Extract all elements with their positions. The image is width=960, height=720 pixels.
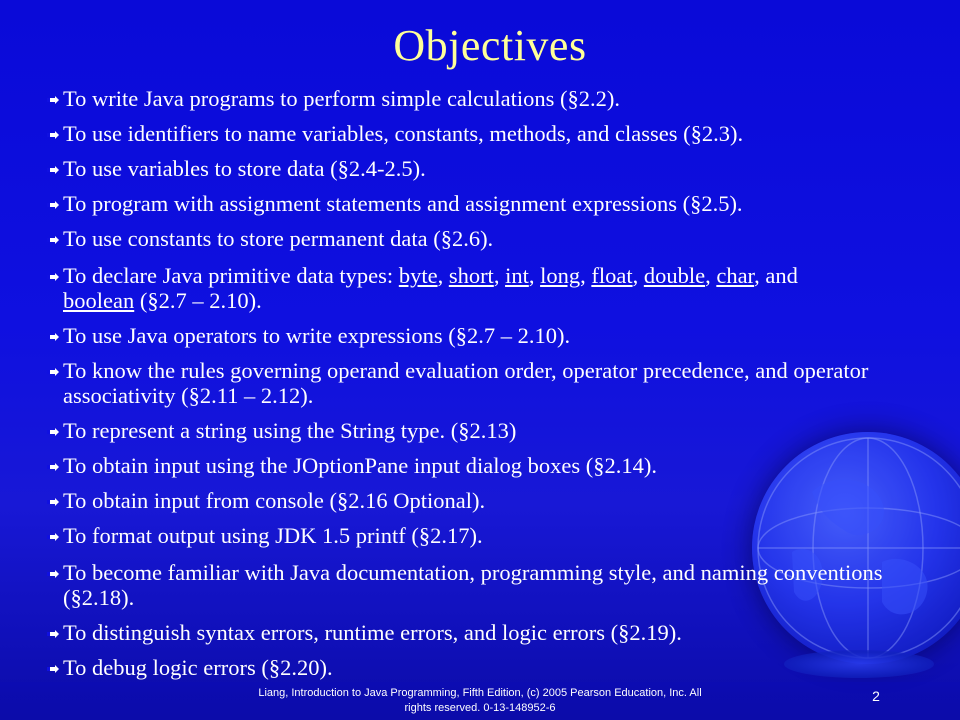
objective-text: To use constants to store permanent data (§2.6). [63,226,494,251]
objective-text: To obtain input using the JOptionPane input dialog boxes (§2.14). [63,453,657,478]
objective-item [52,323,932,348]
objective-item [52,86,932,111]
type-long: long [540,263,581,288]
objective-text: To use identifiers to name variables, constants, methods, and classes (§2.3). [63,121,744,146]
footer-line-2: rights reserved. 0-13-148952-6 [404,702,556,714]
objective-text-suffix: (§2.7 – 2.10). [134,288,262,313]
objective-item [52,453,932,478]
objective-item [52,523,932,548]
objective-text: To obtain input from console (§2.16 Optional). [63,488,486,513]
type-float: float [591,263,633,288]
objective-item: To declare Java primitive data types: byte, short, int, long, float, double, char, and boolean (§2.7 – 2.10). [52,263,932,313]
objective-and-text: , and [754,263,798,288]
objective-item [52,358,932,408]
pointing-hand-icon [46,568,60,580]
objective-text: To distinguish syntax errors, runtime errors, and logic errors (§2.19). [63,620,682,645]
objective-item [52,156,932,181]
pointing-hand-icon [46,426,60,438]
type-double: double [643,263,706,288]
pointing-hand-icon [46,164,60,176]
type-short: short [448,263,494,288]
objective-text: To debug logic errors (§2.20). [63,655,333,680]
objective-text: To format output using JDK 1.5 printf (§2.17). [63,523,483,548]
objective-item [52,418,932,443]
pointing-hand-icon [46,461,60,473]
pointing-hand-icon [46,496,60,508]
objective-item [52,655,932,680]
objective-item [52,191,932,216]
pointing-hand-icon [46,663,60,675]
pointing-hand-icon [46,628,60,640]
type-int: int [505,263,529,288]
objectives-list [52,86,932,680]
footer-copyright [180,686,780,716]
pointing-hand-icon [46,331,60,343]
objective-text: To write Java programs to perform simple calculations (§2.2). [63,86,621,111]
footer-line-1: Liang, Introduction to Java Programming, Fifth Edition, (c) 2005 Pearson Education, Inc. All [258,687,702,699]
type-char: char [716,263,755,288]
type-boolean: boolean [63,288,135,313]
objective-text: To use Java operators to write expressions (§2.7 – 2.10). [63,323,571,348]
objective-text: To represent a string using the String type. (§2.13) [63,418,517,443]
objective-item [52,226,932,251]
objective-text: To program with assignment statements and assignment expressions (§2.5). [63,191,743,216]
objective-item [52,620,932,645]
objective-text-prefix: To declare Java primitive data types: [63,263,399,288]
type-byte: byte [398,263,438,288]
pointing-hand-icon [46,129,60,141]
objective-text: To know the rules governing operand evaluation order, operator precedence, and operator associativity (§2.11 – 2.12). [63,358,869,408]
objective-text: To use variables to store data (§2.4-2.5). [63,156,426,181]
pointing-hand-icon [46,94,60,106]
objective-item [52,560,932,610]
pointing-hand-icon [46,531,60,543]
objective-item [52,488,932,513]
pointing-hand-icon [46,199,60,211]
objective-item [52,121,932,146]
pointing-hand-icon [46,234,60,246]
objective-text: To become familiar with Java documentation, programming style, and naming conventions (§2.18). [63,560,883,610]
page-number: 2 [872,688,880,704]
pointing-hand-icon [46,271,60,283]
slide-title: Objectives [393,21,587,70]
pointing-hand-icon [46,366,60,378]
